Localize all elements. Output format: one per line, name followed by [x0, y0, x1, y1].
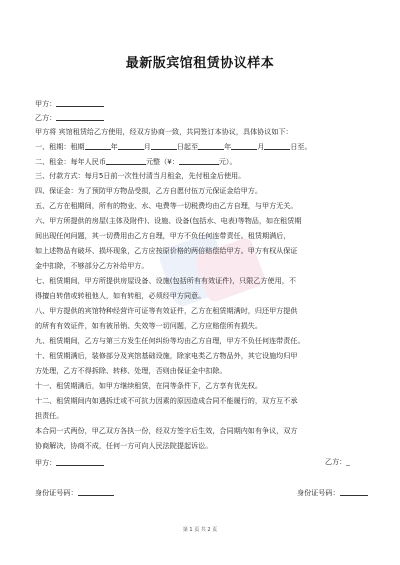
party-a-line — [35, 98, 371, 109]
clause-12-line-2: 担责任。 — [35, 411, 64, 420]
clause-11: 十一、租赁期满后，如甲方继续租赁，在同等条件下，乙方享有优先权。 — [35, 381, 262, 390]
intro-text: 甲方将 宾馆租赁给乙方使用，经双方协商一致，共同签订本协议，具体协议如下： — [35, 127, 293, 136]
clause-2 — [35, 156, 371, 167]
clause-1 — [35, 141, 371, 152]
party-b-label: 乙方： — [35, 113, 57, 122]
clause-7-line-1: 七、租赁期间，甲方所提供房屋设备、设施(包括所有有效证件)，只限乙方使用，不 — [35, 276, 296, 285]
clause-6-line-3: 如上述物品有破坏、损坏现象，乙方应按原价格的两倍赔偿给甲方。甲方有权从保证 — [35, 246, 298, 255]
clause-3: 三、付款方式：每月5日前一次性付清当月租金，先付租金后使用。 — [35, 171, 246, 180]
clause-6-line-2: 间出现任何问题，其一切费用由乙方自理，甲方不负任何连带责任。租赁期满后， — [35, 231, 291, 240]
clause-6-line-4: 金中扣除，不够部分乙方补给甲方。 — [35, 261, 149, 270]
clause-12-line-1: 十二、租赁期间内如遇拆迁或不可抗力因素的原因造成合同不能履行的，双方互不承 — [35, 396, 298, 405]
closing-line-2: 协商解决，协商不成，任何一方可向人民法院提起诉讼。 — [35, 441, 213, 450]
blank — [264, 141, 290, 150]
clause-1-b: 年 — [110, 142, 118, 151]
blank — [151, 141, 177, 150]
party-b-line — [35, 112, 371, 123]
clause-10-line-1: 十、租赁期满后，装修部分及宾馆基础设施，除家电类乙方物品外，其它设施均归甲 — [35, 351, 298, 360]
clause-5: 五、乙方在租期间，所有的物业、水、电费等一切税费均由乙方自理，与甲方无关。 — [35, 201, 298, 210]
id-b-line — [297, 487, 368, 498]
party-a-label: 甲方： — [35, 99, 57, 108]
clause-1-c: 月 — [143, 142, 151, 151]
blank — [106, 156, 146, 165]
party-a-blank — [56, 98, 104, 107]
document-title: 最新版宾馆租赁协议样本 — [125, 56, 275, 71]
id-a-label: 身份证号码： — [35, 488, 78, 497]
closing-line-1: 本合同一式两份，甲乙双方各执一份，经双方签字后生效，合同期内如有争议，双方 — [35, 426, 298, 435]
signature-a-label: 甲方： — [35, 458, 57, 467]
clause-2-c: 元）。 — [218, 157, 237, 166]
clause-1-e: 年 — [224, 142, 232, 151]
clause-6-line-1: 六、甲方所提供的房屋(主体及附件)、设施、设备(包括水、电表)等物品，如在租赁期 — [35, 216, 302, 225]
id-b-blank — [340, 487, 368, 496]
blank — [198, 141, 224, 150]
clause-4: 四、保证金：为了预防甲方物品受损，乙方自愿付伍万元保证金给甲方。 — [35, 186, 262, 195]
clause-10-line-2: 方处理，乙方不得拆除、转移、处理，否则由保证金中扣除。 — [35, 366, 227, 375]
party-b-blank — [56, 112, 104, 121]
blank — [179, 156, 219, 165]
id-b-label: 身份证号码： — [297, 488, 340, 497]
clause-1-d: 日起至 — [176, 142, 199, 151]
signature-a-blank — [56, 457, 104, 466]
clause-8-line-1: 八、甲方提供的宾馆特种经营许可证等有效证件，乙方在租赁期满时，归还甲方提供 — [35, 306, 298, 315]
clause-9: 九、租赁期间，乙方与第三方发生任何纠纷等均由乙方自理，甲方不负任何连带责任。 — [35, 336, 305, 345]
blank — [231, 141, 257, 150]
clause-1-g: 日至。 — [290, 142, 312, 151]
signature-a-line — [35, 457, 371, 468]
clause-7-line-2: 得擅自转借或转租他人，如有转租，必须经甲方同意。 — [35, 291, 206, 300]
blank — [85, 141, 111, 150]
blank — [118, 141, 144, 150]
clause-8-line-2: 的所有有效证件，如有被吊销、失效等一切问题，乙方应赔偿所有损失。 — [35, 321, 262, 330]
signature-b-label: 乙方：_ — [325, 457, 350, 466]
clause-2-b: 元整（¥： — [145, 157, 179, 166]
id-a-blank — [78, 487, 114, 496]
clause-2-a: 二、租金：每年人民币 — [35, 157, 106, 166]
clause-1-f: 月 — [257, 142, 265, 151]
page-number: 第 1 页 共 2 页 — [182, 527, 218, 533]
clause-1-a: 一、租期：租期 — [35, 142, 85, 151]
